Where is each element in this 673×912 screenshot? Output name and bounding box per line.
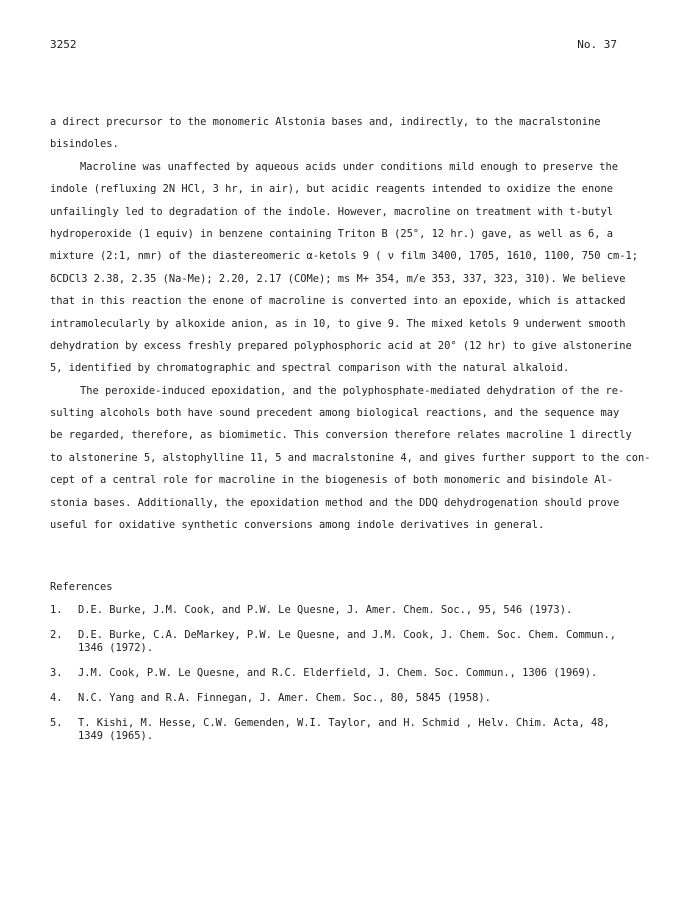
reference-text: T. Kishi, M. Hesse, C.W. Gemenden, W.I. Taylor, and H. Schmid , Helv. Chim. Acta, 48, <box>78 717 610 729</box>
reference-item <box>50 667 640 680</box>
text-line: bisindoles. <box>50 138 119 151</box>
text-line: sulting alcohols both have sound precedent among biological reactions, and the sequence may <box>50 407 620 420</box>
text-line: The peroxide-induced epoxidation, and the polyphosphate-mediated dehydration of the re- <box>80 384 625 397</box>
text-line: Macroline was unaffected by aqueous acids under conditions mild enough to preserve the <box>80 160 618 173</box>
reference-number: 2. <box>50 629 63 641</box>
reference-item <box>50 692 640 705</box>
reference-text: 1346 (1972). <box>78 642 154 654</box>
text-line: mixture (2:1, nmr) of the diastereomeric α-ketols 9 ( ν film 3400, 1705, 1610, 1100, 750 cm-1; <box>50 250 639 263</box>
reference-item <box>50 604 640 617</box>
references-heading: References <box>50 581 113 593</box>
reference-number: 1. <box>50 604 63 616</box>
reference-text: J.M. Cook, P.W. Le Quesne, and R.C. Elderfield, J. Chem. Soc. Commun., 1306 (1969). <box>78 667 598 679</box>
text-line: hydroperoxide (1 equiv) in benzene containing Triton B (25°, 12 hr.) gave, as well as 6, a <box>50 227 614 240</box>
reference-number: 3. <box>50 667 63 679</box>
text-line: unfailingly led to degradation of the indole. However, macroline on treatment with t-butyl <box>50 205 614 218</box>
reference-number: 4. <box>50 692 63 704</box>
text-line: intramolecularly by alkoxide anion, as in 10, to give 9. The mixed ketols 9 underwent smooth <box>50 317 626 330</box>
references-list <box>50 604 640 755</box>
page-number: 3252 <box>50 38 77 51</box>
text-line: 5, identified by chromatographic and spectral comparison with the natural alkaloid. <box>50 362 570 375</box>
reference-text: N.C. Yang and R.A. Finnegan, J. Amer. Chem. Soc., 80, 5845 (1958). <box>78 692 491 704</box>
reference-item <box>50 629 640 655</box>
text-line: useful for oxidative synthetic conversions among indole derivatives in general. <box>50 519 545 532</box>
text-line: be regarded, therefore, as biomimetic. This conversion therefore relates macroline 1 directly <box>50 429 632 442</box>
text-line: stonia bases. Additionally, the epoxidation method and the DDQ dehydrogenation should prove <box>50 496 620 509</box>
text-line: cept of a central role for macroline in the biogenesis of both monomeric and bisindole Al- <box>50 474 614 487</box>
text-line: dehydration by excess freshly prepared polyphosphoric acid at 20° (12 hr) to give alstonerine <box>50 339 632 352</box>
text-line: δCDCl3 2.38, 2.35 (Na-Me); 2.20, 2.17 (COMe); ms M+ 354, m/e 353, 337, 323, 310). We believe <box>50 272 626 285</box>
text-line: to alstonerine 5, alstophylline 11, 5 and macralstonine 4, and gives further support to the con- <box>50 451 651 464</box>
reference-text: D.E. Burke, C.A. DeMarkey, P.W. Le Quesne, and J.M. Cook, J. Chem. Soc. Chem. Commun., <box>78 629 616 641</box>
text-line: that in this reaction the enone of macroline is converted into an epoxide, which is attacked <box>50 295 626 308</box>
issue-number: No. 37 <box>577 38 617 51</box>
article-body <box>50 111 651 536</box>
text-line: a direct precursor to the monomeric Alstonia bases and, indirectly, to the macralstonine <box>50 116 601 128</box>
text-line: indole (refluxing 2N HCl, 3 hr, in air), but acidic reagents intended to oxidize the enone <box>50 183 614 196</box>
reference-item <box>50 717 640 743</box>
reference-number: 5. <box>50 717 63 729</box>
reference-text: 1349 (1965). <box>78 730 154 742</box>
reference-text: D.E. Burke, J.M. Cook, and P.W. Le Quesne, J. Amer. Chem. Soc., 95, 546 (1973). <box>78 604 573 616</box>
